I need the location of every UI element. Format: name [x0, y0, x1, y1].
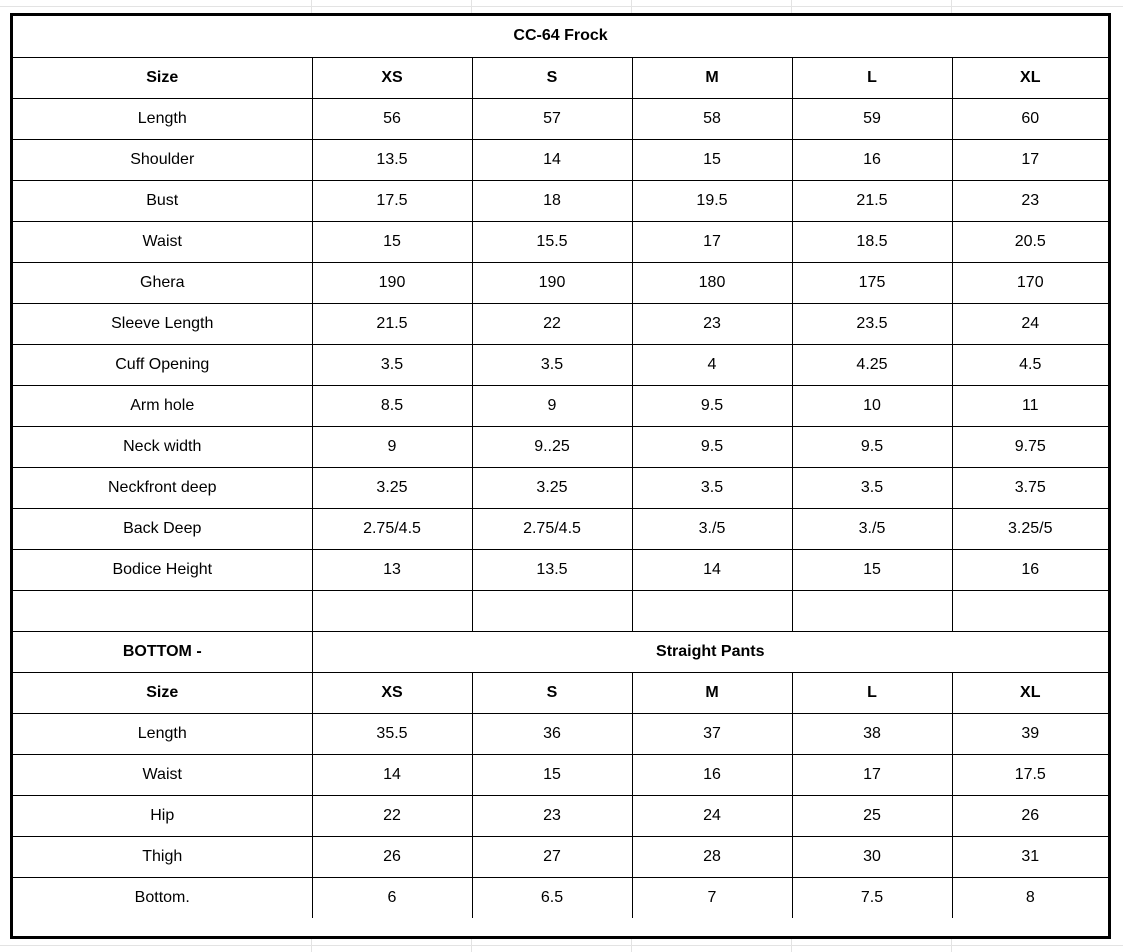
- measure-label: Sleeve Length: [13, 303, 312, 344]
- measure-value: 13: [312, 549, 472, 590]
- measure-value: 4.25: [792, 344, 952, 385]
- measure-value: 18.5: [792, 221, 952, 262]
- measure-value: 15: [312, 221, 472, 262]
- measure-value: 6: [312, 877, 472, 918]
- measure-value: 9.75: [952, 426, 1108, 467]
- measure-value: 26: [312, 836, 472, 877]
- measure-value: 16: [952, 549, 1108, 590]
- measure-value: 26: [952, 795, 1108, 836]
- measure-value: 27: [472, 836, 632, 877]
- measure-label: Neck width: [13, 426, 312, 467]
- measure-label: Hip: [13, 795, 312, 836]
- measure-value: 190: [472, 262, 632, 303]
- measure-value: 23.5: [792, 303, 952, 344]
- bottom-size-header-row: [13, 672, 1108, 713]
- empty-cell: [792, 590, 952, 631]
- top-measure-row: [13, 221, 1108, 262]
- top-measure-row: [13, 303, 1108, 344]
- measure-value: 170: [952, 262, 1108, 303]
- measure-label: Length: [13, 713, 312, 754]
- measure-label: Neckfront deep: [13, 467, 312, 508]
- size-header-l: L: [792, 672, 952, 713]
- measure-value: 13.5: [312, 139, 472, 180]
- measure-value: 25: [792, 795, 952, 836]
- measure-value: 3.5: [312, 344, 472, 385]
- measure-label: Waist: [13, 221, 312, 262]
- measure-value: 10: [792, 385, 952, 426]
- measure-value: 9.5: [632, 385, 792, 426]
- top-measure-row: [13, 508, 1108, 549]
- measure-value: 28: [632, 836, 792, 877]
- size-header-s: S: [472, 672, 632, 713]
- measure-value: 9: [312, 426, 472, 467]
- bottom-measure-row: [13, 877, 1108, 918]
- measure-value: 9.5: [632, 426, 792, 467]
- measure-value: 8.5: [312, 385, 472, 426]
- measure-value: 21.5: [312, 303, 472, 344]
- size-chart: [10, 13, 1111, 939]
- size-header-m: M: [632, 672, 792, 713]
- size-header-l: L: [792, 57, 952, 98]
- measure-value: 2.75/4.5: [472, 508, 632, 549]
- measure-value: 17: [952, 139, 1108, 180]
- measure-value: 59: [792, 98, 952, 139]
- measure-value: 30: [792, 836, 952, 877]
- measure-label: Shoulder: [13, 139, 312, 180]
- empty-cell: [13, 590, 312, 631]
- top-measure-row: [13, 180, 1108, 221]
- size-header-label: Size: [13, 57, 312, 98]
- empty-cell: [632, 590, 792, 631]
- measure-value: 58: [632, 98, 792, 139]
- measure-value: 17.5: [952, 754, 1108, 795]
- measure-label: Ghera: [13, 262, 312, 303]
- size-header-xs: XS: [312, 672, 472, 713]
- measure-value: 31: [952, 836, 1108, 877]
- size-chart-table: [13, 16, 1108, 918]
- measure-value: 3.25: [312, 467, 472, 508]
- measure-value: 35.5: [312, 713, 472, 754]
- top-measure-row: [13, 98, 1108, 139]
- measure-value: 7: [632, 877, 792, 918]
- measure-value: 9..25: [472, 426, 632, 467]
- measure-value: 3.25/5: [952, 508, 1108, 549]
- top-size-header-row: [13, 57, 1108, 98]
- measure-value: 7.5: [792, 877, 952, 918]
- measure-value: 60: [952, 98, 1108, 139]
- measure-value: 8: [952, 877, 1108, 918]
- measure-value: 3.5: [792, 467, 952, 508]
- bottom-measure-row: [13, 836, 1108, 877]
- measure-value: 23: [952, 180, 1108, 221]
- measure-value: 3.75: [952, 467, 1108, 508]
- measure-value: 56: [312, 98, 472, 139]
- measure-value: 3./5: [792, 508, 952, 549]
- measure-value: 16: [792, 139, 952, 180]
- size-header-xs: XS: [312, 57, 472, 98]
- bottom-measure-row: [13, 795, 1108, 836]
- spacer-row: [13, 590, 1108, 631]
- measure-value: 18: [472, 180, 632, 221]
- measure-value: 39: [952, 713, 1108, 754]
- measure-label: Thigh: [13, 836, 312, 877]
- size-header-xl: XL: [952, 672, 1108, 713]
- empty-cell: [312, 590, 472, 631]
- size-header-label: Size: [13, 672, 312, 713]
- empty-cell: [952, 590, 1108, 631]
- bottom-heading-row: [13, 631, 1108, 672]
- measure-value: 22: [472, 303, 632, 344]
- measure-value: 37: [632, 713, 792, 754]
- measure-value: 23: [472, 795, 632, 836]
- measure-value: 2.75/4.5: [312, 508, 472, 549]
- bottom-label: BOTTOM -: [13, 631, 312, 672]
- measure-value: 4.5: [952, 344, 1108, 385]
- top-measure-row: [13, 139, 1108, 180]
- measure-value: 38: [792, 713, 952, 754]
- measure-label: Cuff Opening: [13, 344, 312, 385]
- measure-value: 22: [312, 795, 472, 836]
- measure-label: Back Deep: [13, 508, 312, 549]
- measure-value: 180: [632, 262, 792, 303]
- measure-value: 15: [632, 139, 792, 180]
- measure-label: Length: [13, 98, 312, 139]
- measure-label: Waist: [13, 754, 312, 795]
- measure-value: 24: [632, 795, 792, 836]
- measure-value: 3./5: [632, 508, 792, 549]
- size-header-xl: XL: [952, 57, 1108, 98]
- top-measure-row: [13, 426, 1108, 467]
- top-measure-row: [13, 467, 1108, 508]
- top-measure-row: [13, 385, 1108, 426]
- chart-title: CC-64 Frock: [13, 16, 1108, 57]
- measure-value: 190: [312, 262, 472, 303]
- measure-value: 14: [632, 549, 792, 590]
- measure-value: 3.25: [472, 467, 632, 508]
- top-measure-row: [13, 549, 1108, 590]
- bottom-style: Straight Pants: [312, 631, 1108, 672]
- measure-value: 175: [792, 262, 952, 303]
- measure-label: Bodice Height: [13, 549, 312, 590]
- measure-value: 23: [632, 303, 792, 344]
- measure-value: 3.5: [472, 344, 632, 385]
- measure-value: 57: [472, 98, 632, 139]
- measure-value: 13.5: [472, 549, 632, 590]
- title-row: [13, 16, 1108, 57]
- top-measure-row: [13, 262, 1108, 303]
- measure-value: 21.5: [792, 180, 952, 221]
- measure-value: 15.5: [472, 221, 632, 262]
- size-header-s: S: [472, 57, 632, 98]
- measure-label: Bottom.: [13, 877, 312, 918]
- measure-value: 9: [472, 385, 632, 426]
- measure-value: 9.5: [792, 426, 952, 467]
- measure-value: 17: [632, 221, 792, 262]
- measure-value: 24: [952, 303, 1108, 344]
- measure-value: 16: [632, 754, 792, 795]
- measure-value: 20.5: [952, 221, 1108, 262]
- bottom-measure-row: [13, 713, 1108, 754]
- measure-value: 4: [632, 344, 792, 385]
- measure-value: 11: [952, 385, 1108, 426]
- measure-value: 14: [312, 754, 472, 795]
- measure-value: 17: [792, 754, 952, 795]
- top-measure-row: [13, 344, 1108, 385]
- measure-value: 6.5: [472, 877, 632, 918]
- size-header-m: M: [632, 57, 792, 98]
- measure-value: 36: [472, 713, 632, 754]
- measure-label: Bust: [13, 180, 312, 221]
- measure-label: Arm hole: [13, 385, 312, 426]
- measure-value: 15: [792, 549, 952, 590]
- bottom-measure-row: [13, 754, 1108, 795]
- measure-value: 14: [472, 139, 632, 180]
- measure-value: 19.5: [632, 180, 792, 221]
- measure-value: 17.5: [312, 180, 472, 221]
- measure-value: 15: [472, 754, 632, 795]
- empty-cell: [472, 590, 632, 631]
- measure-value: 3.5: [632, 467, 792, 508]
